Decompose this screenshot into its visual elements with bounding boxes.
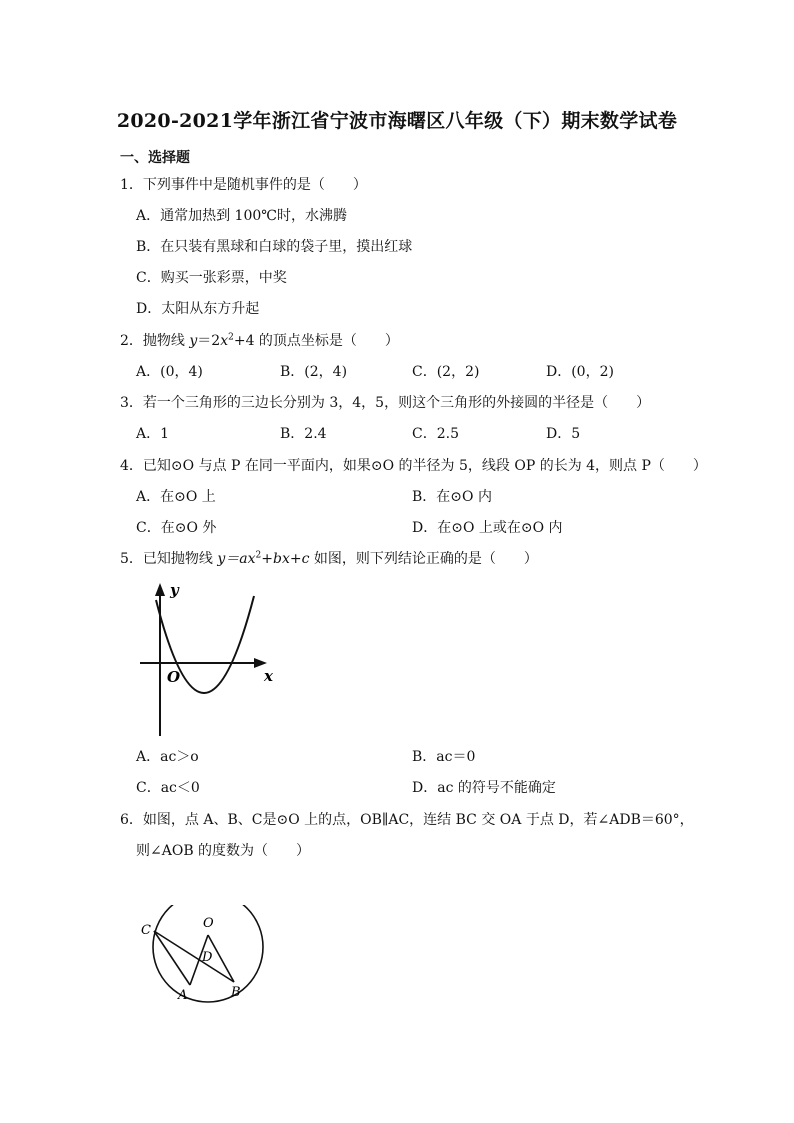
- q3-option-d: D．5: [546, 426, 581, 442]
- q3-stem: 3．若一个三角形的三边长分别为 3，4，5，则这个三角形的外接圆的半径是（ ）: [120, 395, 651, 411]
- q5-stem-post: 如图，则下列结论正确的是（ ）: [309, 551, 538, 567]
- point-c-label: C: [141, 923, 151, 938]
- point-o-label: O: [203, 916, 214, 931]
- q3-option-a: A．1: [136, 426, 170, 442]
- q5-option-d: D．ac 的符号不能确定: [412, 780, 556, 796]
- q2-eq: ＝2: [197, 333, 221, 349]
- q6-stem: 6．如图，点 A、B、C是⊙O 上的点，OB∥AC，连结 BC 交 OA 于点 D，若∠ADB＝60°，: [120, 812, 694, 828]
- q2-option-d: D．(0，2): [546, 364, 614, 380]
- q1-option-c: C．购买一张彩票，中奖: [136, 270, 287, 286]
- point-d-label: D: [202, 950, 213, 965]
- q5-option-a: A．ac＞o: [136, 749, 199, 765]
- exam-title: 2020-2021学年浙江省宁波市海曙区八年级（下）期末数学试卷: [116, 110, 678, 132]
- q4-option-c: C．在⊙O 外: [136, 520, 217, 536]
- q4-option-b: B．在⊙O 内: [412, 489, 492, 505]
- q2-option-b: B．(2，4): [280, 364, 348, 380]
- segment-ca: [154, 931, 190, 985]
- y-axis-label: y: [170, 581, 179, 599]
- q5-eq-2: +bx+c: [261, 551, 310, 567]
- q6-stem-continued: 则∠AOB 的度数为（ ）: [136, 843, 311, 859]
- q5-parabola-figure: [136, 578, 276, 738]
- origin-label: O: [167, 668, 181, 686]
- q1-stem: 1．下列事件中是随机事件的是（ ）: [120, 177, 367, 193]
- q5-stem: [120, 550, 538, 568]
- q5-exponent: 2: [255, 550, 262, 561]
- q2-var-x: x: [220, 333, 229, 349]
- q2-stem: [120, 332, 399, 350]
- y-axis-arrow: [155, 583, 165, 596]
- q2-option-a: A．(0，4): [136, 364, 203, 380]
- q6-circle-figure: [136, 905, 276, 1010]
- q5-stem-pre: 5．已知抛物线: [120, 551, 218, 567]
- q2-option-c: C．(2，2): [412, 364, 480, 380]
- q5-eq-1: y＝ax: [217, 551, 256, 567]
- q5-option-b: B．ac＝0: [412, 749, 476, 765]
- q1-option-d: D．太阳从东方升起: [136, 301, 260, 317]
- q4-option-a: A．在⊙O 上: [136, 489, 216, 505]
- q3-option-c: C．2.5: [412, 426, 459, 442]
- point-a-label: A: [178, 988, 188, 1003]
- q1-option-a: A．通常加热到 100℃时，水沸腾: [136, 208, 347, 224]
- q1-option-b: B．在只装有黑球和白球的袋子里，摸出红球: [136, 239, 413, 255]
- q5-option-c: C．ac＜0: [136, 780, 200, 796]
- q3-option-b: B．2.4: [280, 426, 327, 442]
- point-b-label: B: [231, 985, 241, 1000]
- q2-var-y: y: [189, 333, 198, 349]
- q4-option-d: D．在⊙O 上或在⊙O 内: [412, 520, 563, 536]
- x-axis-label: x: [264, 667, 273, 685]
- section-heading: 一、选择题: [120, 150, 190, 166]
- q2-stem-post: +4 的顶点坐标是（ ）: [233, 333, 399, 349]
- q2-exponent: 2: [228, 332, 234, 343]
- q4-stem: 4．已知⊙O 与点 P 在同一平面内，如果⊙O 的半径为 5，线段 OP 的长为 4，则点 P（ ）: [120, 458, 707, 474]
- q2-stem-pre: 2．抛物线: [120, 333, 190, 349]
